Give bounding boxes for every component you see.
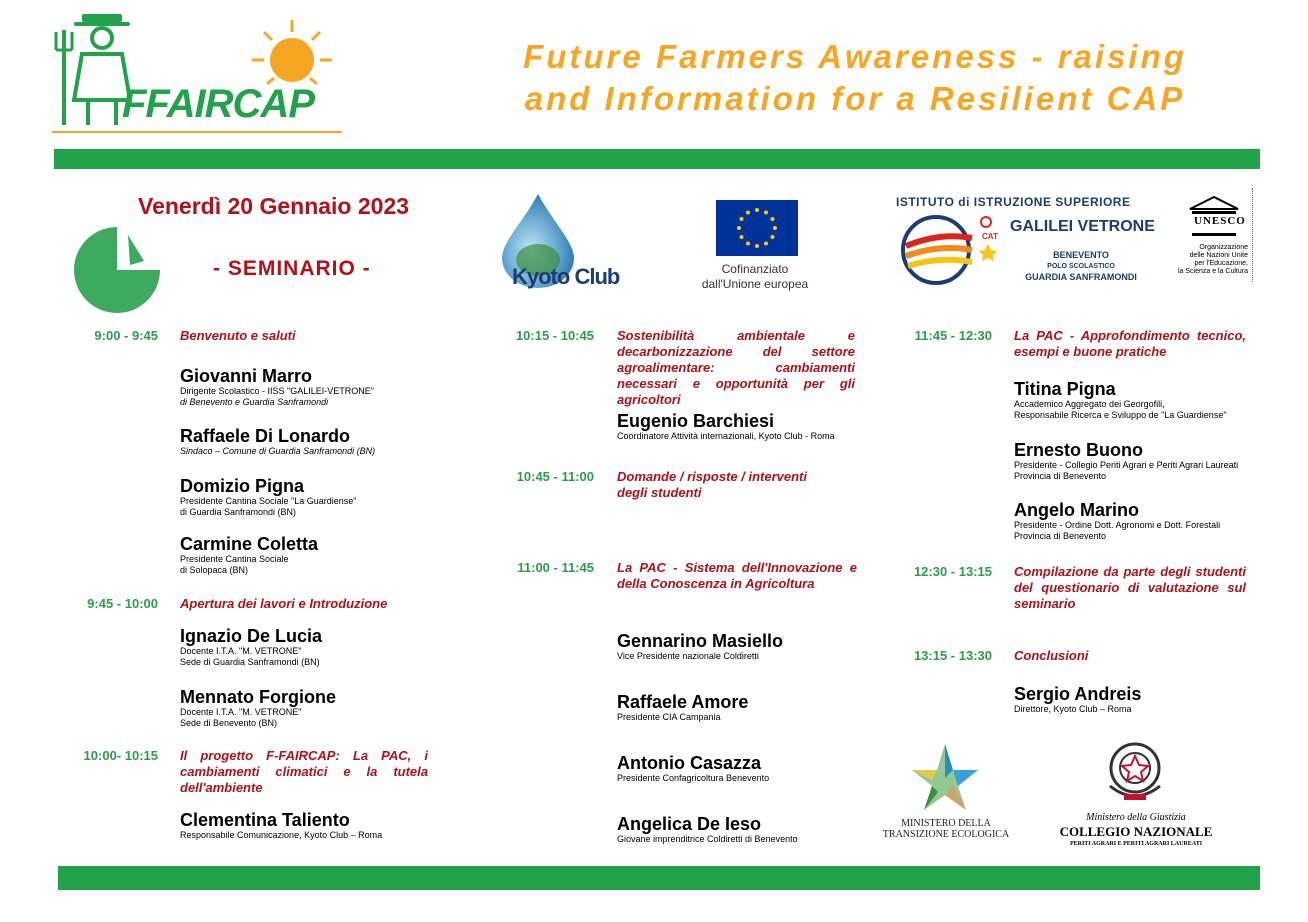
unesco-divider (1252, 188, 1254, 282)
unesco-caption-4: la Scienza e la Cultura (1177, 268, 1248, 275)
page-title-line2: and Information for a Resilient CAP (524, 80, 1186, 117)
session-title: Apertura dei lavori e Introduzione (180, 596, 388, 611)
unesco-text: UNESCO (1194, 215, 1246, 227)
eu-flag-icon (716, 200, 798, 256)
unesco-logo (1186, 195, 1246, 244)
mite-line2: TRANSIZIONE ECOLOGICA (882, 829, 1010, 840)
time-slot: 11:00 - 11:45 (517, 560, 594, 575)
speaker-name: Titina Pigna (1014, 379, 1116, 399)
speaker-name: Giovanni Marro (180, 366, 313, 386)
giustizia-line1: Ministero della Giustizia (1086, 812, 1186, 823)
school-city: BENEVENTO (1053, 250, 1109, 260)
time-slot: 11:45 - 12:30 (914, 328, 992, 343)
speaker-name: Gennarino Masiello (617, 631, 784, 651)
page-title (470, 36, 1240, 120)
speaker (180, 687, 336, 729)
speaker-name: Domizio Pigna (180, 476, 305, 496)
speaker-role: Direttore, Kyoto Club – Roma (1014, 704, 1132, 714)
school-cat-label: CAT (982, 232, 998, 241)
speaker-role: Presidente - Ordine Dott. Agronomi e Dott. Forestali (1014, 520, 1221, 530)
time-slot: 10:00- 10:15 (83, 748, 158, 763)
speaker (180, 476, 357, 518)
time-slot: 9:45 - 10:00 (87, 596, 158, 611)
kyoto-club-logo (498, 192, 654, 292)
top-green-band (54, 149, 1260, 169)
speaker-role: Coordinatore Attività internazionali, Kyoto Club - Roma (617, 431, 835, 441)
session-title: La PAC - Sistema dell'Innovazione e della Conoscenza in Agricoltura (617, 560, 857, 591)
session-title: Sostenibilità ambientale e decarbonizzazione del settore agroalimentare: cambiamenti necessari e opportunità per gli agricoltori (617, 328, 855, 407)
mite-star-icon (908, 740, 982, 819)
speaker-role: Presidente Confagricoltura Benevento (617, 773, 770, 783)
school-town: GUARDIA SANFRAMONDI (1025, 272, 1137, 282)
speaker-name: Raffaele Di Lonardo (180, 426, 351, 446)
time-slot: 13:15 - 13:30 (913, 648, 992, 663)
ffaircap-logo-text: FFAIRCAP (122, 82, 314, 126)
speaker-role: Vice Presidente nazionale Coldiretti (617, 651, 759, 661)
speaker (180, 626, 322, 668)
giustizia-caption (1058, 812, 1214, 848)
school-polo: POLO SCOLASTICO (1047, 263, 1115, 270)
speaker (180, 534, 318, 576)
speaker (180, 426, 375, 457)
session-title: Compilazione da parte degli studenti del questionario di valutazione sul seminario (1014, 564, 1246, 611)
speaker-role: Docente I.T.A. "M. VETRONE" (180, 646, 302, 656)
speaker-role: Sede di Guardia Sanframondi (BN) (180, 657, 320, 667)
speaker-name: Mennato Forgione (180, 687, 336, 707)
school-emblem-icon (900, 210, 1000, 291)
session-title: La PAC - Approfondimento tecnico, esempi e buone pratiche (1014, 328, 1246, 359)
speaker-role: Sede di Benevento (BN) (180, 718, 278, 728)
kyoto-club-text: Kyoto Club (512, 264, 620, 289)
speaker-role: Provincia di Benevento (1014, 471, 1107, 481)
speaker-role: Responsabile Comunicazione, Kyoto Club – Roma (180, 830, 383, 840)
event-type: - SEMINARIO - (213, 257, 371, 280)
speaker-name: Ignazio De Lucia (180, 626, 323, 646)
speaker-name: Sergio Andreis (1014, 684, 1142, 704)
speaker-role: Presidente Cantina Sociale (180, 554, 289, 564)
speaker-name: Ernesto Buono (1014, 440, 1143, 460)
speaker-name: Carmine Coletta (180, 534, 319, 554)
speaker (180, 810, 382, 841)
speaker-role: di Benevento e Guardia Sanframondi (180, 397, 329, 407)
school-name: GALILEI VETRONE (1010, 218, 1155, 235)
page-title-line1: Future Farmers Awareness - raising (523, 38, 1187, 75)
eu-cofinanced-text (680, 262, 830, 292)
speaker-role: Presidente - Collegio Periti Agrari e Periti Agrari Laureati (1014, 460, 1239, 470)
speaker-role: Provincia di Benevento (1014, 531, 1107, 541)
school-address (1010, 250, 1152, 283)
speaker (1014, 500, 1220, 542)
speaker-role: di Solopaca (BN) (180, 565, 249, 575)
time-slot: 10:45 - 11:00 (516, 469, 594, 484)
mite-caption (876, 818, 1016, 840)
speaker (1014, 684, 1141, 715)
giustizia-line2: COLLEGIO NAZIONALE (1059, 824, 1213, 839)
speaker-role: Docente I.T.A. "M. VETRONE" (180, 707, 302, 717)
session-title: Conclusioni (1014, 648, 1089, 663)
speaker-role: Sindaco – Comune di Guardia Sanframondi (BN) (180, 446, 376, 456)
speaker-role: Responsabile Ricerca e Sviluppo de "La Guardiense" (1014, 410, 1227, 420)
eu-line1: Cofinanziato (721, 262, 789, 276)
republic-emblem-icon (1102, 736, 1168, 813)
speaker-name: Angelo Marino (1014, 500, 1139, 520)
speaker (1014, 379, 1227, 421)
session-title: Domande / risposte / interventi degli studenti (617, 469, 807, 500)
speaker (180, 366, 374, 408)
speaker-role: Giovane imprenditrice Coldiretti di Benevento (617, 834, 798, 844)
unesco-caption-3: per l'Educazione, (1194, 260, 1248, 267)
speaker-name: Antonio Casazza (617, 753, 762, 773)
speaker (617, 814, 798, 845)
speaker-role: Presidente Cantina Sociale "La Guardiense" (180, 496, 357, 506)
eu-line2: dall'Unione europea (701, 277, 809, 291)
speaker-role: di Guardia Sanframondi (BN) (180, 507, 297, 517)
ffaircap-logo (52, 10, 344, 136)
school-title: ISTITUTO di ISTRUZIONE SUPERIORE (896, 195, 1131, 209)
time-slot: 9:00 - 9:45 (94, 328, 158, 343)
time-slot: 10:15 - 10:45 (515, 328, 594, 343)
unesco-caption (1160, 244, 1248, 276)
event-date: Venerdì 20 Gennaio 2023 (138, 193, 410, 219)
time-slot: 12:30 - 13:15 (913, 564, 992, 579)
mite-line1: MINISTERO DELLA (901, 818, 991, 829)
speaker-name: Angelica De Ieso (617, 814, 762, 834)
speaker-name: Clementina Taliento (180, 810, 350, 830)
speaker-role: Accademico Aggregato dei Georgofili, (1014, 399, 1165, 409)
unesco-caption-2: delle Nazioni Unite (1189, 252, 1248, 259)
speaker-role: Dirigente Scolastico - IISS "GALILEI-VETRONE" (180, 386, 374, 396)
speaker (617, 753, 769, 784)
speaker (617, 692, 748, 723)
bottom-green-band (58, 866, 1260, 890)
session-title: Il progetto F-FAIRCAP: La PAC, i cambiamenti climatici e la tutela dell'ambiente (180, 748, 428, 795)
speaker (1014, 440, 1238, 482)
unesco-caption-1: Organizzazione (1199, 244, 1248, 251)
giustizia-line3: PERITI AGRARI E PERITI AGRARI LAUREATI (1069, 841, 1203, 847)
speaker-name: Raffaele Amore (617, 692, 749, 712)
session-title: Benvenuto e saluti (180, 328, 296, 343)
pacman-icon (70, 225, 164, 320)
speaker (617, 411, 835, 442)
speaker-name: Eugenio Barchiesi (617, 411, 775, 431)
speaker (617, 631, 783, 662)
speaker-role: Presidente CIA Campania (617, 712, 721, 722)
